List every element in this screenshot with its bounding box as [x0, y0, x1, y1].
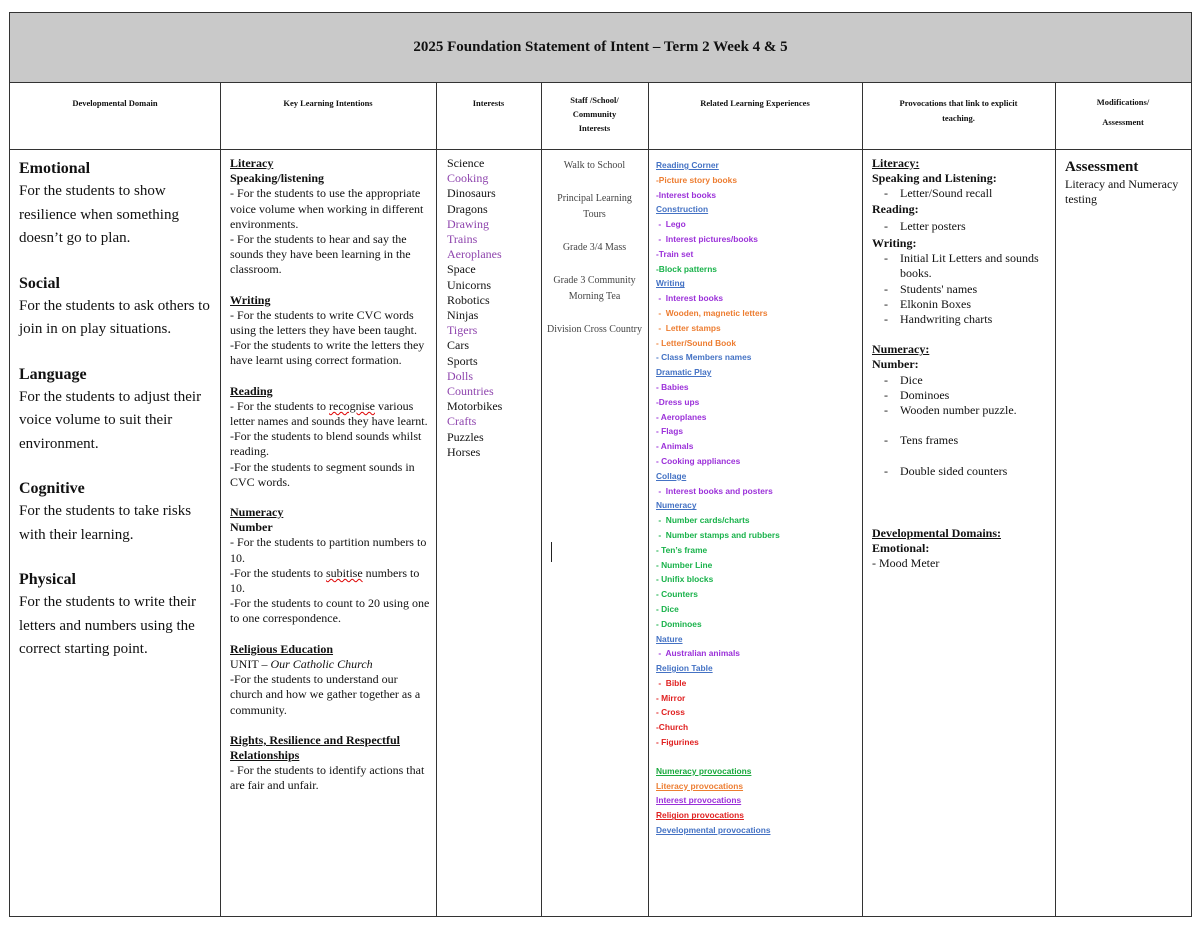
domain-block — [19, 478, 214, 547]
unit-line — [230, 657, 430, 672]
experience-item: - Dominoes — [656, 618, 702, 629]
experience-item: - Wooden, magnetic letters — [656, 307, 768, 318]
experience-item: - Mirror — [656, 692, 686, 703]
unit-name: Our Catholic Church — [270, 656, 373, 671]
provocation-text: Letter posters — [900, 218, 966, 233]
header-modifications — [1055, 82, 1191, 150]
experience-item: - Lego — [656, 219, 686, 230]
experience-item: - Dice — [656, 603, 679, 614]
provocation-list — [872, 219, 1049, 234]
interest-item: Dinosaurs — [447, 186, 496, 201]
intention-text: - For the students to use the appropriate voice volume when working in different environments. — [230, 186, 424, 231]
interest-item: Crafts — [447, 414, 477, 429]
provocation-item — [872, 186, 1049, 201]
header-provocations — [862, 82, 1055, 150]
bullet-dash: - — [884, 218, 888, 233]
bullet-dash: - — [884, 251, 888, 266]
experience-heading: Reading Corner — [656, 160, 719, 170]
interest-item: Robotics — [447, 292, 490, 307]
interest-item: Tigers — [447, 323, 478, 338]
provocation-text: Handwriting charts — [900, 312, 993, 327]
domain-text: For the students to show resilience when something doesn’t go to plan. — [19, 183, 179, 246]
interest-item: Dragons — [447, 201, 488, 216]
experience-item: - Cross — [656, 707, 685, 718]
experience-item: - Aeroplanes — [656, 411, 707, 422]
assessment-text: Literacy and Numeracy testing — [1065, 177, 1179, 206]
provocation-item — [872, 373, 1049, 388]
experience-item: - Class Members names — [656, 352, 752, 363]
prov-literacy-heading: Literacy: — [872, 156, 920, 170]
intention-text: - For the students to hear and say the sounds they have been learning in the classroom. — [230, 232, 411, 277]
domain-name: Physical — [19, 571, 76, 588]
bullet-dash: - — [884, 186, 888, 201]
staff-item: Grade 3/4 Mass — [562, 242, 627, 253]
interest-item: Unicorns — [447, 277, 491, 292]
experience-item: -Train set — [656, 248, 694, 259]
interests-column — [436, 150, 541, 916]
provocation-text: Initial Lit Letters and sounds books. — [900, 251, 1039, 281]
experience-item: - Counters — [656, 589, 698, 600]
provocation-list — [872, 186, 1049, 201]
staff-item: Division Cross Country — [547, 324, 643, 335]
intention-text — [230, 399, 430, 429]
interest-item: Cooking — [447, 171, 489, 186]
intention-text — [230, 566, 430, 596]
provocation-text: Wooden number puzzle. — [900, 403, 1017, 418]
domain-block — [19, 273, 214, 342]
bullet-dash: - — [884, 464, 888, 479]
interests-list — [447, 156, 537, 460]
experience-item: - Babies — [656, 381, 689, 392]
interest-item: Cars — [447, 338, 469, 353]
provocation-item — [872, 297, 1049, 312]
prov-number-heading: Number: — [872, 357, 919, 372]
legend-item: Literacy provocations — [656, 780, 744, 791]
intention-text: -For the students to blend sounds whilst reading. — [230, 429, 422, 459]
provocation-item — [872, 433, 1049, 448]
domain-column — [10, 150, 220, 916]
prov-mood-item: - Mood Meter — [872, 556, 940, 571]
provocation-item — [872, 282, 1049, 297]
experience-item: - Cooking appliances — [656, 455, 741, 466]
misspelled-word: recognise — [329, 398, 375, 413]
assessment-column — [1055, 150, 1191, 916]
experience-item: - Number stamps and rubbers — [656, 529, 780, 540]
bullet-dash: - — [884, 281, 888, 296]
text-run: -For the students to — [230, 565, 326, 580]
text-run: - For the students to — [230, 398, 329, 413]
provocation-list — [872, 433, 1049, 448]
experience-item: -Block patterns — [656, 263, 717, 274]
domain-text: For the students to adjust their voice volume to suit their environment. — [19, 388, 202, 452]
provocation-item — [872, 219, 1049, 234]
header-staff — [541, 82, 648, 150]
prov-writing-heading: Writing: — [872, 236, 917, 251]
staff-column — [541, 150, 648, 916]
experience-heading: Writing — [656, 278, 685, 289]
statement-table — [9, 12, 1192, 917]
provocation-text: Elkonin Boxes — [900, 296, 971, 311]
bullet-dash: - — [884, 296, 888, 311]
intention-text: - For the students to write CVC words using the letters they have been taught. — [230, 307, 417, 338]
header-provocations-line: teaching. — [942, 113, 975, 123]
experience-heading: Collage — [656, 470, 687, 481]
number-heading: Number — [230, 520, 273, 535]
prov-reading-heading: Reading: — [872, 201, 919, 216]
provocations-column — [862, 150, 1055, 916]
literacy-heading: Literacy — [230, 156, 274, 170]
experience-item: - Letter stamps — [656, 322, 721, 333]
header-modifications-line: Modifications/ — [1096, 97, 1150, 107]
intention-text: -For the students to segment sounds in CVC words. — [230, 459, 415, 489]
prov-numeracy-heading: Numeracy: — [872, 342, 930, 357]
experience-item: - Ten’s frame — [656, 544, 708, 555]
bullet-dash: - — [884, 387, 888, 402]
provocation-text: Tens frames — [900, 433, 959, 448]
intention-text: - For the students to identify actions that are fair and unfair. — [230, 763, 425, 793]
header-modifications-line: Assessment — [1102, 117, 1144, 127]
provocation-item — [872, 464, 1049, 479]
legend-item: Interest provocations — [656, 795, 742, 806]
staff-item: Grade 3 Community Morning Tea — [553, 275, 636, 302]
interest-item: Sports — [447, 353, 478, 368]
provocation-list — [872, 464, 1049, 479]
experience-item: - Unifix blocks — [656, 574, 714, 585]
experience-item: -Church — [656, 722, 689, 733]
experience-heading: Nature — [656, 633, 683, 644]
header-related: Related Learning Experiences — [648, 82, 862, 150]
header-intentions: Key Learning Intentions — [220, 82, 436, 150]
bullet-dash: - — [884, 372, 888, 387]
domain-name: Language — [19, 365, 87, 383]
header-staff-line: Staff /School/ — [570, 95, 619, 105]
provocation-text: Double sided counters — [900, 464, 1008, 479]
legend-item: Religion provocations — [656, 810, 744, 821]
provocation-text: Students' names — [900, 281, 978, 296]
intention-text: -For the students to count to 20 using one to one correspondence. — [230, 596, 430, 626]
header-domain: Developmental Domain — [10, 82, 220, 150]
experience-heading: Numeracy — [656, 500, 697, 511]
header-staff-line: Community — [572, 109, 617, 119]
interest-item: Horses — [447, 444, 481, 459]
interest-item: Motorbikes — [447, 399, 503, 414]
domain-text: For the students to ask others to join in on play situations. — [19, 297, 210, 337]
intention-text: - For the students to partition numbers to 10. — [230, 535, 427, 565]
experience-heading: Dramatic Play — [656, 367, 712, 378]
header-staff-line: Interests — [578, 123, 611, 133]
rights-heading: Rights, Resilience and Respectful Relationships — [230, 732, 400, 762]
experience-item: -Interest books — [656, 189, 717, 200]
interest-item: Aeroplanes — [447, 247, 502, 262]
text-cursor — [551, 542, 552, 562]
experience-item: - Figurines — [656, 737, 699, 748]
prov-dev-heading: Developmental Domains: — [872, 525, 1001, 540]
intentions-column — [220, 150, 436, 916]
experience-item: - Bible — [656, 677, 687, 688]
interest-item: Puzzles — [447, 429, 484, 444]
experience-item: - Number cards/charts — [656, 515, 750, 526]
domain-text: For the students to write their letters and numbers using the correct starting point. — [19, 594, 197, 657]
assessment-heading: Assessment — [1065, 159, 1139, 175]
provocation-text: Dominoes — [900, 387, 950, 402]
header-interests: Interests — [436, 82, 541, 150]
provocation-legend — [656, 764, 858, 838]
experience-heading: Religion Table — [656, 663, 713, 674]
domain-name: Emotional — [19, 160, 91, 177]
text-run: UNIT – — [230, 656, 271, 671]
staff-item: Walk to School — [563, 160, 626, 171]
page-title: 2025 Foundation Statement of Intent – Term 2 Week 4 & 5 — [10, 13, 1191, 83]
interest-item: Ninjas — [447, 308, 479, 323]
experience-item: - Number Line — [656, 559, 713, 570]
experience-item: -Dress ups — [656, 396, 700, 407]
experience-item: - Letter/Sound Book — [656, 337, 737, 348]
provocation-text: Dice — [900, 372, 923, 387]
domain-block — [19, 569, 214, 662]
text-run: various letter names and sounds they have learnt. — [230, 398, 428, 429]
experience-item: - Australian animals — [656, 648, 740, 659]
interest-item: Drawing — [447, 216, 489, 231]
legend-item: Numeracy provocations — [656, 765, 752, 776]
domain-text: For the students to take risks with their learning. — [19, 503, 192, 543]
prov-speaking-heading: Speaking and Listening: — [872, 171, 997, 186]
writing-heading: Writing — [230, 292, 271, 307]
domain-name: Cognitive — [19, 480, 85, 497]
reading-heading: Reading — [230, 383, 273, 398]
domain-block — [19, 364, 214, 457]
experience-heading: Construction — [656, 204, 709, 215]
domain-list — [19, 158, 214, 662]
staff-list — [547, 158, 642, 338]
experience-item: -Picture story books — [656, 174, 737, 185]
experience-item: - Interest books and posters — [656, 485, 773, 496]
speaking-heading: Speaking/listening — [230, 171, 325, 186]
prov-emotional-heading: Emotional: — [872, 540, 930, 555]
provocation-item — [872, 312, 1049, 327]
provocation-list — [872, 251, 1049, 327]
related-list — [656, 158, 858, 750]
experience-item: - Interest books — [656, 293, 724, 304]
numeracy-heading: Numeracy — [230, 505, 284, 520]
header-provocations-line: Provocations that link to explicit — [899, 98, 1018, 108]
interest-item: Space — [447, 262, 476, 277]
provocation-item — [872, 251, 1049, 281]
bullet-dash: - — [884, 312, 888, 327]
provocation-item — [872, 403, 1049, 418]
religious-heading: Religious Education — [230, 641, 334, 656]
intention-text: -For the students to write the letters they have learnt using correct formation. — [230, 338, 425, 368]
bullet-dash: - — [884, 403, 888, 418]
bullet-dash: - — [884, 433, 888, 448]
experience-item: - Animals — [656, 441, 694, 452]
staff-item: Principal Learning Tours — [557, 193, 632, 220]
related-column — [648, 150, 862, 916]
text-run: numbers to 10. — [230, 565, 420, 596]
experience-item: - Flags — [656, 426, 683, 437]
misspelled-word: subitise — [326, 565, 363, 580]
interest-item: Trains — [447, 232, 478, 247]
experience-item: - Interest pictures/books — [656, 233, 758, 244]
provocation-text: Letter/Sound recall — [900, 186, 993, 201]
provocation-list — [872, 373, 1049, 419]
interest-item: Countries — [447, 384, 494, 399]
provocation-item — [872, 388, 1049, 403]
domain-block — [19, 158, 214, 251]
domain-name: Social — [19, 274, 60, 292]
interest-item: Science — [447, 156, 485, 170]
interest-item: Dolls — [447, 368, 474, 383]
legend-item: Developmental provocations — [656, 825, 771, 836]
intention-text: -For the students to understand our church and how we gather together as a community. — [230, 672, 421, 717]
